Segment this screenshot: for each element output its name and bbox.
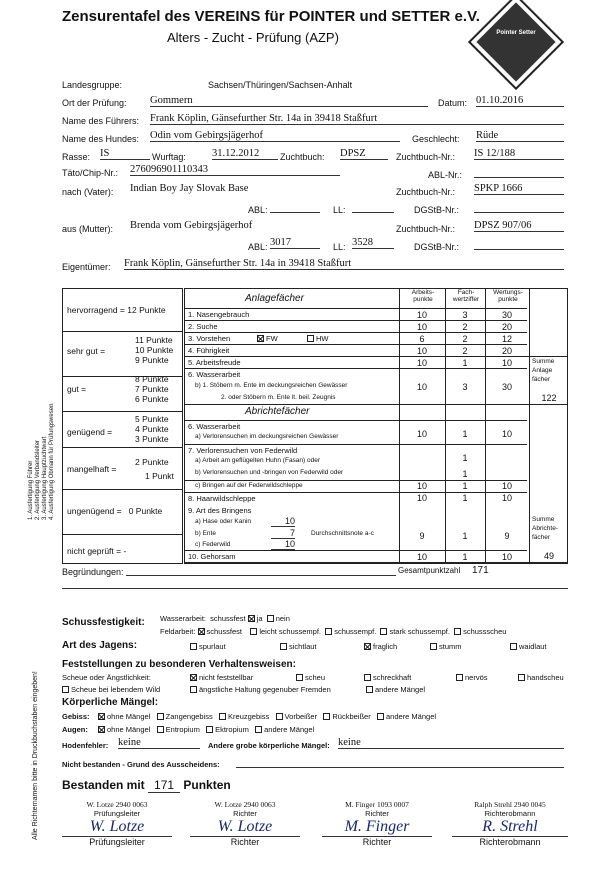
scale-pt: 4 Punkte (135, 424, 169, 434)
summe-abricht-label: Summe Abrichte-fächer (532, 516, 559, 541)
row-value: 3 (462, 310, 468, 320)
nicht-feststellbar-checkbox[interactable] (190, 674, 197, 681)
row-value: 2 (462, 346, 468, 356)
row-value: 30 (501, 310, 512, 320)
scale-pt: 8 Punkte (135, 374, 169, 384)
nicht-bestanden-label: Nicht bestanden - Grund des Ausscheidens: (62, 760, 220, 769)
wurftag-label: Wurftag: (152, 152, 186, 162)
row-a9: 9. Art des Bringens (188, 506, 252, 515)
hoden-value: keine (118, 737, 200, 749)
gebiss-opts: ohne Mängel Zangengebiss Kreuzgebiss Vorbeißer Rückbeißer andere Mängel (98, 712, 436, 721)
hw-checkbox[interactable] (307, 335, 314, 342)
row-value: 10 (501, 493, 512, 503)
scale-sehr-gut: sehr gut = (67, 346, 106, 356)
result-line (62, 778, 231, 793)
role-top: Richter (365, 809, 389, 818)
schuss-wasser-row (160, 614, 290, 623)
chip-value: 276096901110343 (130, 164, 340, 176)
begruendungen-label: Begründungen: (62, 567, 124, 577)
scale-mangelhaft: mangelhaft = (67, 464, 117, 474)
zbnr-value: IS 12/188 (474, 148, 564, 160)
gesamt-value: 171 (472, 565, 489, 576)
scale-pt: 1 Punkt (145, 471, 174, 481)
vater-value: Indian Boy Jay Slovak Base (130, 183, 249, 194)
row-a10: 10. Gehorsam (188, 552, 236, 561)
mutter-abl-value: 3017 (270, 237, 320, 249)
stamp: W. Lotze 2940 0063 (86, 800, 148, 809)
row-vorstehen: 3. Vorstehen (188, 334, 231, 343)
scale-pt: 3 Punkte (135, 434, 169, 444)
rasse-label: Rasse: (62, 152, 91, 162)
jagen-opt-2: sichtlaut (280, 642, 317, 651)
feld-opt: schussfest (206, 627, 242, 636)
aengstlich-checkbox[interactable] (190, 686, 197, 693)
a9-a: a) Hase oder Kanin (195, 518, 252, 525)
note-2: 2. Ausfertigung Verbandsleiter (35, 439, 41, 520)
row-wasserarbeit: 6. Wasserarbeit (188, 370, 241, 379)
eigentuemer-label: Eigentümer: (62, 262, 111, 272)
fraglich-checkbox[interactable] (364, 643, 371, 650)
row-value: 10 (416, 358, 427, 368)
vater-ll-line (352, 203, 394, 213)
gesamt-label: Gesamtpunktzahl (398, 566, 461, 575)
result-suffix: Punkten (183, 778, 231, 792)
feld-cb-4[interactable] (380, 628, 387, 635)
distribution-notes (28, 404, 56, 520)
row-value: 9 (419, 531, 425, 541)
jagen-title: Art des Jagens: (62, 640, 138, 651)
zuchtbuch-label: Zuchtbuch: (280, 152, 325, 162)
row-value: 10 (416, 322, 427, 332)
jagen-opt-4: stumm (430, 642, 462, 651)
feld-opt: schussempf. (334, 627, 377, 636)
scale-pt: 11 Punkte (135, 335, 173, 345)
landesgruppe-value: Sachsen/Thüringen/Sachsen-Anhalt (208, 80, 353, 90)
geschlecht-label: Geschlecht: (412, 134, 460, 144)
vater-dgstb-line (474, 203, 564, 213)
row-value: 10 (416, 310, 427, 320)
scale-pt: 10 Punkte (135, 345, 174, 355)
row-value: 1 (462, 531, 468, 541)
a9-c: c) Federwild (195, 541, 231, 548)
scale-pt: 6 Punkte (135, 394, 169, 404)
role-top: Prüfungsleiter (93, 809, 141, 818)
role: Richter (190, 836, 300, 847)
jagen-opt-5: waidlaut (510, 642, 547, 651)
row-value: 10 (416, 493, 427, 503)
scale-ungenuegend: ungenügend = 0 Punkte (67, 506, 163, 516)
eigentuemer-value: Frank Köplin, Gänsefurther Str. 14a in 39418 Staßfurt (124, 258, 564, 270)
verhalten-opt-3: schreckhaft (364, 673, 411, 682)
row-value: 1 (462, 481, 468, 491)
wurftag-value: 31.12.2012 (212, 148, 278, 160)
gebiss-label: Gebiss: (62, 712, 90, 721)
row-value: 20 (501, 346, 512, 356)
handscheu-checkbox[interactable] (518, 674, 525, 681)
fuehrer-value: Frank Köplin, Gänsefurther Str. 14a in 39418 Staßfurt (150, 113, 564, 125)
verhalten-opt-1: nicht feststellbar (190, 673, 253, 682)
vater-zbnr-value: SPKP 1666 (474, 183, 564, 195)
scale-pt: 9 Punkte (135, 355, 169, 365)
a9-b: b) Ente (195, 530, 216, 537)
verhalten-opt-8: andere Mängel (366, 685, 425, 694)
vater-abl-label: ABL: (248, 205, 268, 215)
schuss-wasser-schussfest: schussfest (210, 614, 246, 623)
row-value: 1 (462, 552, 468, 562)
begruendungen-line-2 (62, 588, 568, 589)
scheu-checkbox[interactable] (296, 674, 303, 681)
verhalten-opt-2: scheu (296, 673, 325, 682)
row-a8: 8. Haarwildschleppe (188, 494, 256, 503)
document-title: Zensurentafel des VEREINS für POINTER und SETTER e.V. (62, 8, 480, 25)
result-prefix: Bestanden mit (62, 778, 145, 792)
row-value: 1 (462, 429, 468, 439)
scale-hervorragend: hervorragend = 12 Punkte (67, 305, 166, 315)
hund-label: Name des Hundes: (62, 134, 140, 144)
abricht-header: Abrichtefächer (245, 406, 310, 417)
schuss-title: Schussfestigkeit: (62, 617, 145, 628)
mutter-zbnr-label: Zuchtbuch-Nr.: (396, 224, 456, 234)
abl-nr-label: ABL-Nr.: (428, 170, 463, 180)
row-value: 20 (501, 322, 512, 332)
verhalten-opt-4: nervös (456, 673, 488, 682)
jagen-opt-1: spurlaut (190, 642, 226, 651)
a9-a-value: 10 (271, 516, 295, 527)
stumm-checkbox[interactable] (430, 643, 437, 650)
a9-note: Durchschnittsnote a-c (311, 530, 374, 537)
a7-b: b) Verlorensuchen und -bringen von Federwild oder (195, 469, 344, 476)
rueckbeisser-checkbox[interactable] (323, 713, 330, 720)
nein-label: nein (275, 614, 290, 623)
schuss-ja-checkbox[interactable] (248, 615, 255, 622)
ja-label: ja (256, 614, 263, 623)
stamp: Ralph Strehl 2940 0045 (474, 800, 546, 809)
augen-opts: ohne Mängel Entropium Ektropium andere Mängel (98, 725, 314, 734)
row-value: 10 (501, 481, 512, 491)
augen-andere-checkbox[interactable] (255, 726, 262, 733)
verhalten-title: Feststellungen zu besonderen Verhaltensweisen: (62, 659, 296, 670)
row-value: 1 (462, 453, 468, 463)
summe-anlage-label: Summe Anlage fächer (532, 358, 555, 383)
zangengebiss-checkbox[interactable] (157, 713, 164, 720)
wasser-b2: 2. oder Stöbern m. Ente lt. beil. Zeugnis (221, 394, 336, 401)
nervoes-checkbox[interactable] (456, 674, 463, 681)
verhalten-opt-5: handscheu (518, 673, 564, 682)
feld-cb-1[interactable] (198, 628, 205, 635)
a9-c-value: 10 (271, 539, 295, 550)
mutter-ll-label: LL: (333, 242, 346, 252)
row-value: 10 (416, 429, 427, 439)
row-value: 10 (416, 346, 427, 356)
result-points: 171 (148, 778, 180, 793)
row-value: 10 (501, 552, 512, 562)
a7-c: c) Bringen auf der Federwildschleppe (195, 482, 303, 489)
vater-abl-line (270, 203, 320, 213)
schuss-feld-row (160, 627, 506, 636)
scheue-wild-checkbox[interactable] (62, 686, 69, 693)
note-1: 1. Ausfertigung Führer (28, 460, 34, 520)
row-value: 10 (501, 429, 512, 439)
signature-richter-2 (322, 800, 432, 847)
hoden-label: Hodenfehler: (62, 741, 109, 750)
grob-value: keine (338, 737, 564, 749)
ektropium-checkbox[interactable] (206, 726, 213, 733)
abl-nr-line (474, 168, 564, 178)
summe-abricht-value: 49 (543, 551, 554, 561)
summe-anlage-value: 122 (541, 393, 557, 403)
row-value: 10 (416, 552, 427, 562)
col-arbeitspunkte: Arbeits-punkte (411, 289, 435, 303)
row-a7: 7. Verlorensuchen von Federwild (188, 446, 298, 455)
role: Richter (322, 836, 432, 847)
row-nasengebrauch: 1. Nasengebrauch (188, 310, 250, 319)
gebiss-ok-checkbox[interactable] (98, 713, 105, 720)
note-4: 4. Ausfertigung Obmann für Prüfungswesen (49, 403, 55, 520)
col-wertungspunkte: Wertungs-punkte (493, 289, 523, 303)
stamp: M. Finger 1093 0007 (345, 800, 409, 809)
anlage-header: Anlagefächer (245, 293, 304, 304)
spurlaut-checkbox[interactable] (190, 643, 197, 650)
side-note-print: Alle Richternamen bitte in Druckbuchstaben eingeben! (32, 671, 39, 840)
scheue-label: Scheue oder Ängstlichkeit: (62, 673, 151, 682)
row-value: 30 (501, 382, 512, 392)
mutter-zbnr-value: DPSZ 907/06 (474, 220, 564, 232)
vorstehen-hw: HW (307, 334, 329, 343)
augen-ok-checkbox[interactable] (98, 726, 105, 733)
role-top: Richter (233, 809, 257, 818)
jagen-opt-3: fraglich (364, 642, 397, 651)
vater-ll-label: LL: (333, 205, 346, 215)
mutter-abl-label: ABL: (248, 242, 268, 252)
handwritten-signature: M. Finger (344, 818, 410, 835)
mutter-dgstb-line (474, 240, 564, 250)
hund-value: Odin vom Gebirgsjägerhof (150, 130, 400, 142)
row-value: 1 (462, 358, 468, 368)
datum-label: Datum: (438, 98, 468, 108)
geschlecht-value: Rüde (476, 130, 564, 142)
rasse-value: IS (100, 148, 150, 160)
feld-opt: leicht schussempf. (259, 627, 322, 636)
feld-cb-5[interactable] (454, 628, 461, 635)
feld-opt: stark schussempf. (389, 627, 450, 636)
schreckhaft-checkbox[interactable] (364, 674, 371, 681)
feld-cb-3[interactable] (325, 628, 332, 635)
zbnr-label: Zuchtbuch-Nr.: (396, 152, 456, 162)
verhalten-opt-7: ängstliche Haltung gegenuber Fremden (190, 685, 331, 694)
sichtlaut-checkbox[interactable] (280, 643, 287, 650)
handwritten-signature: R. Strehl (482, 818, 538, 835)
vater-dgstb-label: DGStB-Nr.: (414, 205, 460, 215)
vater-zbnr-label: Zuchtbuch-Nr.: (396, 187, 456, 197)
row-arbeitsfreude: 5. Arbeitsfreude (188, 358, 241, 367)
role: Richterobmann (452, 836, 568, 847)
chip-label: Täto/Chip-Nr.: (62, 168, 119, 178)
nicht-bestanden-line (236, 762, 564, 768)
row-value: 10 (416, 382, 427, 392)
mutter-value: Brenda vom Gebirgsjägerhof (130, 220, 253, 231)
begruendungen-line (126, 566, 396, 576)
role: Prüfungsleiter (62, 836, 172, 847)
stamp: W. Lotze 2940 0063 (214, 800, 276, 809)
handwritten-signature: W. Lotze (89, 818, 145, 835)
a7-a: a) Arbeit am geflügelten Huhn (Fasan) oder (195, 457, 321, 464)
scale-nicht-geprueft: nicht geprüft = - (67, 546, 127, 556)
vater-label: nach (Vater): (62, 187, 114, 197)
grading-scale (62, 288, 183, 564)
scores-table (184, 288, 568, 564)
row-value: 2 (462, 334, 468, 344)
verhalten-opt-6: Scheue bei lebendem Wild (62, 685, 160, 694)
row-value: 2 (462, 322, 468, 332)
fw-checkbox[interactable] (257, 335, 264, 342)
row-value: 10 (416, 481, 427, 491)
scale-pt: 2 Punkte (135, 457, 169, 467)
waidlaut-checkbox[interactable] (510, 643, 517, 650)
col-fachwertziffer: Fach-wertziffer (452, 289, 480, 303)
augen-label: Augen: (62, 725, 88, 734)
row-fuehrigkeit: 4. Führigkeit (188, 346, 230, 355)
mutter-label: aus (Mutter): (62, 224, 114, 234)
zuchtbuch-value: DPSZ (340, 148, 388, 160)
mutter-dgstb-label: DGStB-Nr.: (414, 242, 460, 252)
mutter-ll-value: 3528 (352, 237, 394, 249)
scale-pt: 5 Punkte (135, 414, 169, 424)
club-logo (468, 0, 564, 90)
row-value: 12 (501, 334, 512, 344)
signature-richter-1 (190, 800, 300, 847)
logo-text: Pointer Setter (496, 30, 536, 36)
schuss-wasser-label: Wasserarbeit: (160, 614, 206, 623)
feld-cb-2[interactable] (250, 628, 257, 635)
vorstehen-fw: FW (257, 334, 278, 343)
grob-label: Andere grobe körperliche Mängel: (208, 741, 330, 750)
schuss-feld-label: Feldarbeit: (160, 627, 196, 636)
row-value: 9 (504, 531, 510, 541)
row-suche: 2. Suche (188, 322, 218, 331)
schuss-nein-checkbox[interactable] (267, 615, 274, 622)
fuehrer-label: Name des Führers: (62, 116, 140, 126)
andere-maengel-checkbox[interactable] (366, 686, 373, 693)
note-3: 3. Ausfertigung Hauptzuchtwart (42, 436, 48, 520)
koerper-title: Körperliche Mängel: (62, 697, 159, 708)
ort-label: Ort der Prüfung: (62, 98, 127, 108)
datum-value: 01.10.2016 (476, 95, 564, 107)
handwritten-signature: W. Lotze (217, 818, 273, 835)
landesgruppe-label: Landesgruppe: (62, 80, 123, 90)
scale-pt: 7 Punkte (135, 384, 169, 394)
document-subtitle: Alters - Zucht - Prüfung (AZP) (167, 30, 339, 45)
signature-richterobmann (452, 800, 568, 847)
a9-b-value: 7 (271, 528, 295, 539)
kreuzgebiss-checkbox[interactable] (219, 713, 226, 720)
signature-pruefungsleiter (62, 800, 172, 847)
ort-value: Gommern (150, 95, 428, 107)
row-value: 10 (501, 358, 512, 368)
wasser-b1: b) 1. Stöbern m. Ente im deckungsreichen Gewässer (195, 382, 348, 389)
row-a6: 6. Wasserarbeit (188, 422, 241, 431)
a6-sub: a) Verlorensuchen im deckungsreichen Gewässer (195, 433, 339, 440)
row-value: 6 (419, 334, 425, 344)
gebiss-andere-checkbox[interactable] (377, 713, 384, 720)
row-value: 1 (462, 469, 468, 479)
vorbeisser-checkbox[interactable] (276, 713, 283, 720)
scale-genuegend: genügend = (67, 427, 113, 437)
feld-opt: schussscheu (463, 627, 507, 636)
row-value: 3 (462, 382, 468, 392)
scale-gut: gut = (67, 384, 87, 394)
row-value: 1 (462, 493, 468, 503)
role-top: Richterobmann (484, 809, 536, 818)
entropium-checkbox[interactable] (157, 726, 164, 733)
